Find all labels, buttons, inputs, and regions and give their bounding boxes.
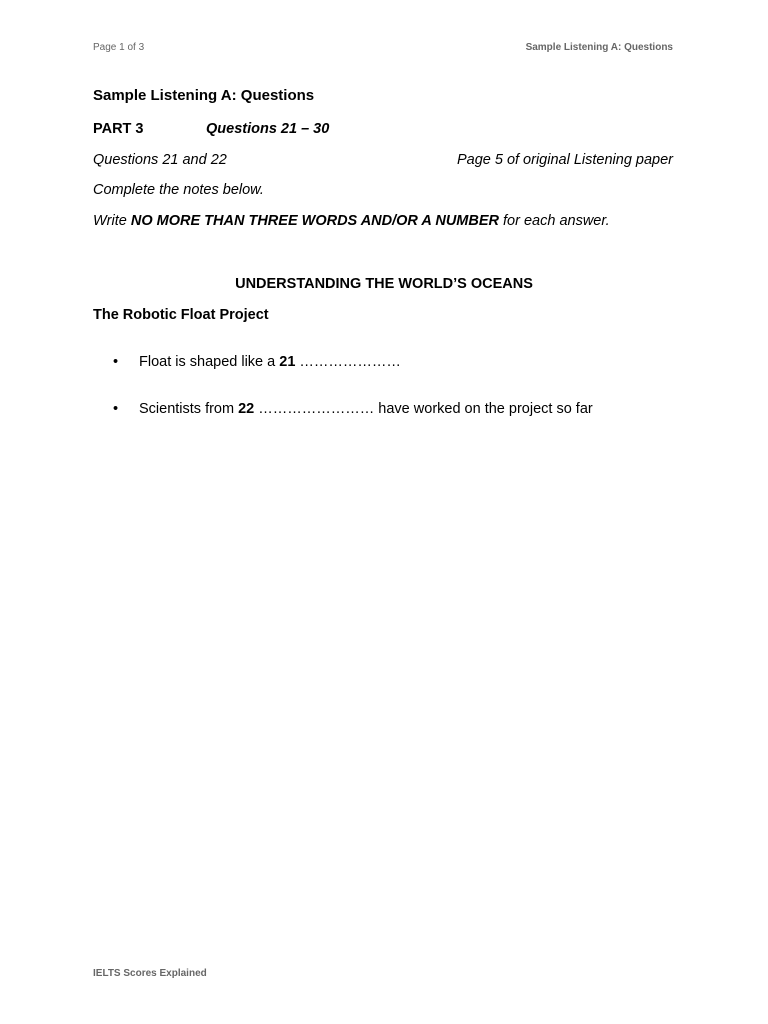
instruction-complete-notes: Complete the notes below. [93, 182, 264, 198]
part-label: PART 3 [93, 121, 144, 137]
bullet-icon: • [113, 401, 119, 417]
note-item [113, 354, 401, 370]
question-number: 21 [279, 354, 296, 370]
answer-blank: ………………… [295, 354, 401, 370]
instruction-word-limit-emphasis: NO MORE THAN THREE WORDS AND/OR A NUMBER [130, 213, 499, 229]
document-title: Sample Listening A: Questions [93, 87, 315, 104]
instruction-word-limit [93, 213, 610, 229]
running-header-title: Sample Listening A: Questions [525, 42, 673, 53]
page-reference: Page 5 of original Listening paper [456, 152, 673, 168]
note-text: Float is shaped like a [139, 354, 280, 370]
note-text: Scientists from [139, 401, 239, 417]
part-question-range: Questions 21 – 30 [206, 121, 330, 137]
instruction-prefix: Write [93, 213, 131, 229]
note-item [113, 401, 593, 417]
section-heading: UNDERSTANDING THE WORLD’S OCEANS [235, 276, 533, 292]
sub-heading: The Robotic Float Project [93, 307, 269, 323]
footer-text: IELTS Scores Explained [93, 968, 207, 979]
question-number: 22 [238, 401, 255, 417]
instruction-suffix: for each answer. [499, 213, 610, 229]
question-range: Questions 21 and 22 [93, 152, 227, 168]
bullet-icon: • [113, 354, 119, 370]
answer-blank: …………………… have worked on the project so far [254, 401, 593, 417]
page-indicator: Page 1 of 3 [93, 42, 145, 53]
